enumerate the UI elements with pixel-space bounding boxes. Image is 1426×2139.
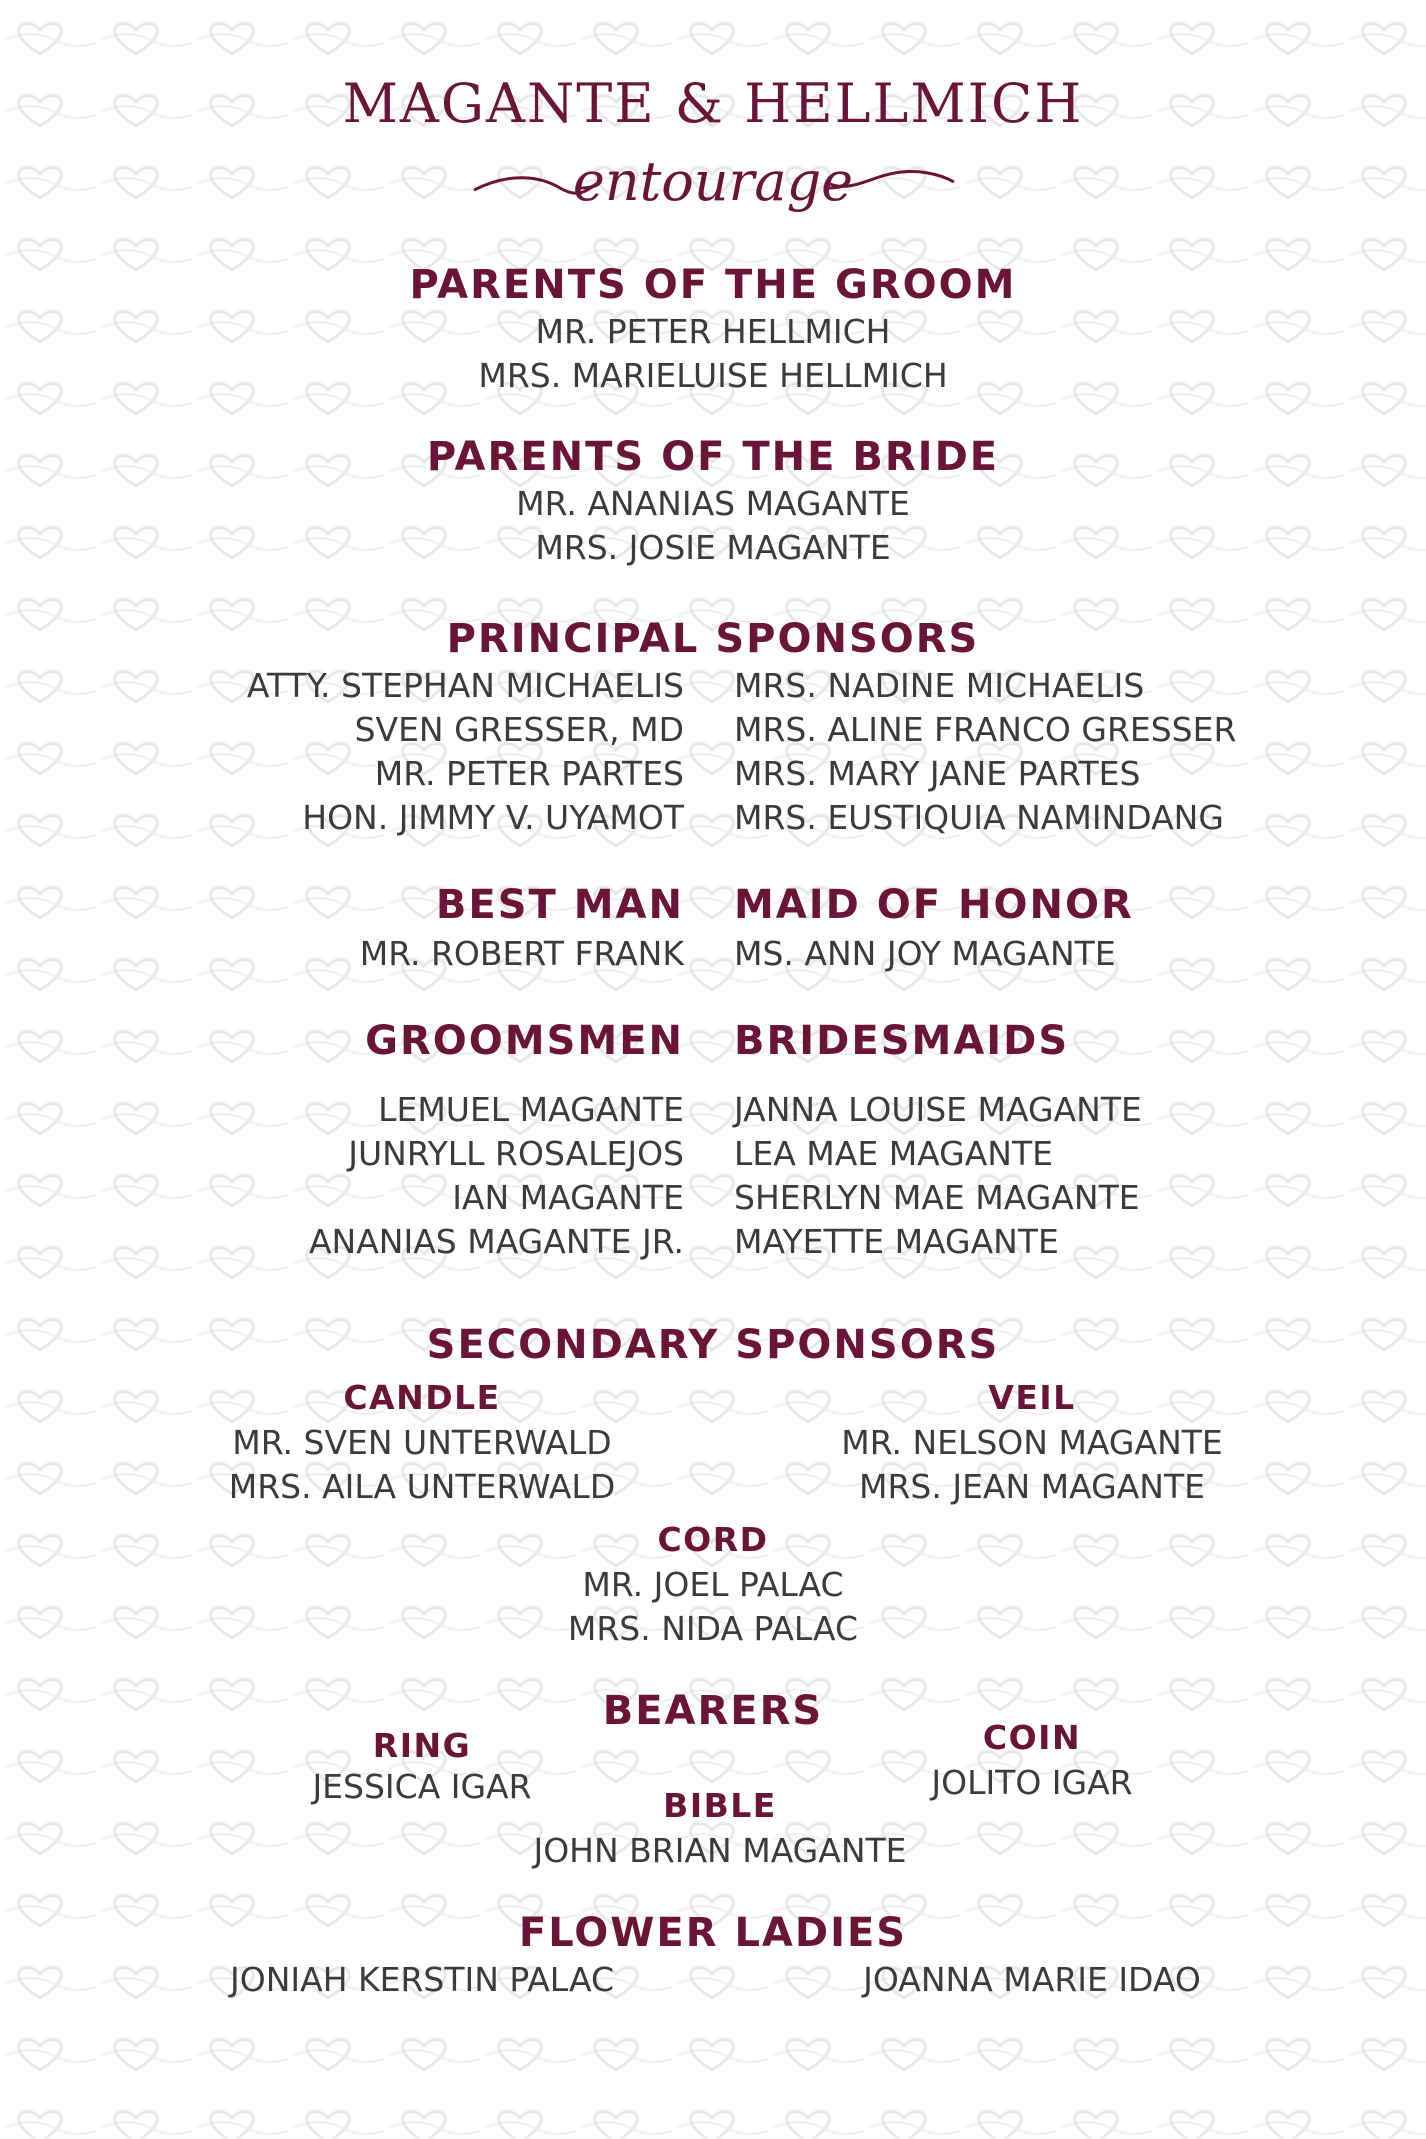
groom-mother: MRS. MARIELUISE HELLMICH: [478, 356, 948, 395]
principal-sponsor: MR. PETER PARTES: [374, 754, 684, 793]
principal-sponsors-left: [247, 664, 684, 840]
heading-ring: RING: [372, 1726, 472, 1765]
principal-sponsor: ATTY. STEPHAN MICHAELIS: [246, 666, 684, 705]
principal-sponsor: MRS. NADINE MICHAELIS: [734, 666, 1145, 705]
principal-sponsor: MRS. ALINE FRANCO GRESSER: [734, 710, 1237, 749]
groom-father: MR. PETER HELLMICH: [535, 312, 891, 351]
groomsman: ANANIAS MAGANTE JR.: [308, 1222, 684, 1261]
principal-sponsors-right: [734, 664, 1236, 840]
heading-principal-sponsors: PRINCIPAL SPONSORS: [446, 616, 980, 662]
bride-father: MR. ANANIAS MAGANTE: [516, 484, 910, 523]
coin-bearer: JOLITO IGAR: [931, 1763, 1133, 1802]
groomsman: IAN MAGANTE: [452, 1178, 684, 1217]
principal-sponsor: MRS. MARY JANE PARTES: [734, 754, 1141, 793]
maid-of-honor-name: MS. ANN JOY MAGANTE: [734, 934, 1116, 973]
bridesmaid: SHERLYN MAE MAGANTE: [734, 1178, 1140, 1217]
candle-group: [222, 1378, 622, 1509]
heading-secondary-sponsors: SECONDARY SPONSORS: [426, 1322, 1000, 1368]
heading-maid-of-honor: MAID OF HONOR: [734, 882, 1134, 928]
groomsman: JUNRYLL ROSALEJOS: [348, 1134, 684, 1173]
ring-bearer: JESSICA IGAR: [312, 1767, 532, 1806]
heading-bible: BIBLE: [663, 1786, 777, 1825]
cord-sponsor: MR. JOEL PALAC: [582, 1565, 844, 1604]
candle-sponsor: MRS. AILA UNTERWALD: [228, 1467, 616, 1506]
candle-sponsor: MR. SVEN UNTERWALD: [232, 1423, 612, 1462]
veil-sponsor: MR. NELSON MAGANTE: [841, 1423, 1223, 1462]
heading-groomsmen: GROOMSMEN: [365, 1018, 684, 1064]
groomsman: LEMUEL MAGANTE: [378, 1090, 684, 1129]
bridesmaid: LEA MAE MAGANTE: [734, 1134, 1053, 1173]
subtitle-entourage: entourage: [572, 150, 854, 213]
heading-best-man: BEST MAN: [435, 882, 684, 928]
heading-coin: COIN: [982, 1718, 1082, 1757]
heading-flower-ladies: FLOWER LADIES: [518, 1910, 908, 1956]
heading-bridesmaids: BRIDESMAIDS: [734, 1018, 1070, 1064]
cord-sponsor: MRS. NIDA PALAC: [567, 1609, 859, 1648]
bible-bearer: JOHN BRIAN MAGANTE: [533, 1831, 907, 1870]
bridesmaid: JANNA LOUISE MAGANTE: [734, 1090, 1142, 1129]
heading-veil: VEIL: [988, 1378, 1076, 1417]
principal-sponsor: MRS. EUSTIQUIA NAMINDANG: [734, 798, 1224, 837]
heading-cord: CORD: [657, 1520, 769, 1559]
principal-sponsor: HON. JIMMY V. UYAMOT: [302, 798, 684, 837]
veil-group: [832, 1378, 1232, 1509]
flower-lady: JONIAH KERSTIN PALAC: [230, 1960, 614, 1999]
best-man-name: MR. ROBERT FRANK: [359, 934, 684, 973]
bridesmaids-list: [734, 1088, 1142, 1264]
flower-lady: JOANNA MARIE IDAO: [863, 1960, 1201, 1999]
couple-title: MAGANTE & HELLMICH: [342, 72, 1084, 135]
veil-sponsor: MRS. JEAN MAGANTE: [859, 1467, 1205, 1506]
bridesmaid: MAYETTE MAGANTE: [734, 1222, 1059, 1261]
cord-group: [513, 1520, 913, 1651]
heading-candle: CANDLE: [343, 1378, 501, 1417]
heading-bearers: BEARERS: [602, 1688, 824, 1734]
bible-group: [520, 1786, 920, 1873]
groomsmen-list: [309, 1088, 684, 1264]
bride-mother: MRS. JOSIE MAGANTE: [535, 528, 891, 567]
heading-parents-groom: PARENTS OF THE GROOM: [409, 262, 1017, 308]
heading-parents-bride: PARENTS OF THE BRIDE: [426, 434, 1000, 480]
principal-sponsor: SVEN GRESSER, MD: [354, 710, 684, 749]
